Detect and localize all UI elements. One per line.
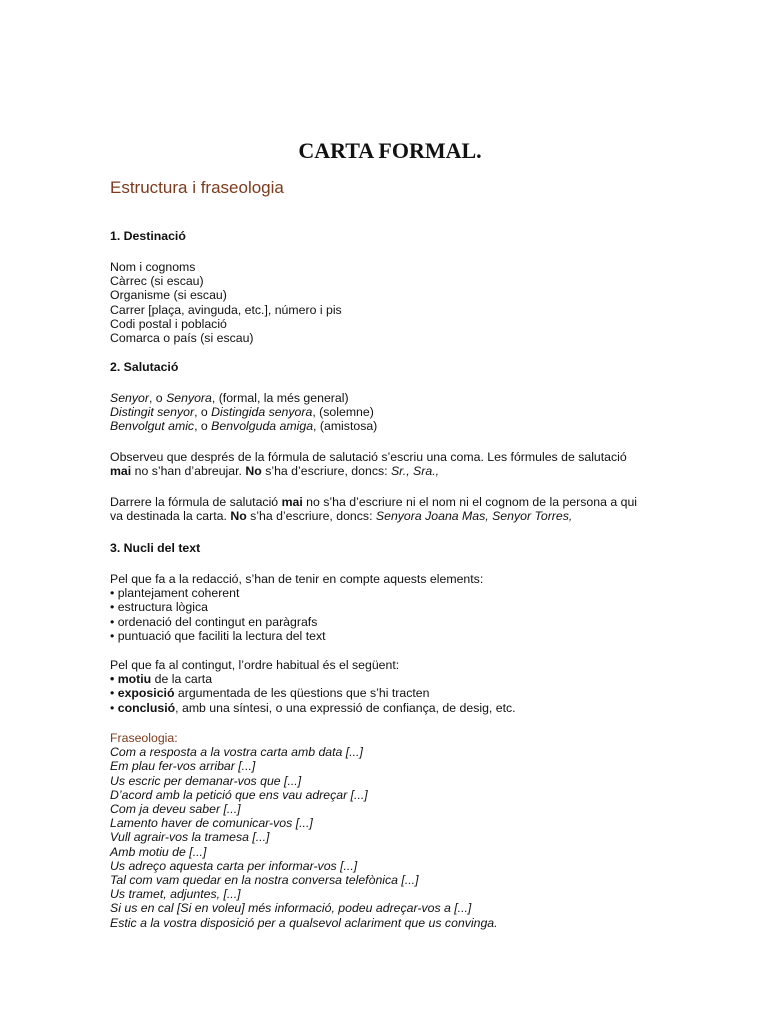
list-item: Organisme (si escau) [110, 288, 227, 303]
list-item: Us adreço aquesta carta per informar-vos [...] [110, 858, 358, 873]
list-item: Nom i cognoms [110, 260, 196, 274]
list-item: Amb motiu de [...] [110, 844, 207, 859]
section-heading: 1. Destinació [110, 229, 186, 243]
list-item: D’acord amb la petició que ens vau adreçar [...] [110, 787, 368, 802]
list-item: Vull agrair-vos la tramesa [...] [110, 830, 270, 845]
list-item: Com a resposta a la vostra carta amb data [...] [110, 745, 363, 760]
nucli-redaccio: Pel que fa a la redacció, s’han de tenir en compte aquests elements: • plantejament coherent • estructura lògica • ordenació del contingut en paràgrafs • puntuació que faciliti la lectura del text [110, 572, 670, 643]
salutacio-examples [110, 391, 670, 434]
list-item: • plantejament coherent [110, 586, 240, 601]
list-item: • conclusió, amb una síntesi, o una expressió de confiança, de desig, etc. [110, 700, 516, 715]
page-title: CARTA FORMAL. [298, 138, 482, 163]
list-item: Comarca o país (si escau) [110, 331, 254, 346]
list-item: Estic a la vostra disposició per a qualsevol aclariment que us convinga. [110, 915, 498, 930]
page-subtitle: Estructura i fraseologia [110, 178, 284, 197]
list-item: Com ja deveu saber [...] [110, 802, 241, 817]
list-item: Senyor, o Senyora, (formal, la més general) [110, 391, 349, 405]
section-heading: 3. Nucli del text [110, 541, 201, 555]
list-item: • exposició argumentada de les qüestions que s’hi tracten [110, 686, 430, 701]
salutacio-paragraph-1: Observeu que després de la fórmula de salutació s’escriu una coma. Les fórmules de salutació mai no s’han d’abreujar. No s’ha d’escriure, doncs: Sr., Sra., [110, 450, 627, 479]
fraseologia [110, 731, 670, 930]
list-item: Lamento haver de comunicar-vos [...] [110, 816, 313, 831]
list-item: Us escric per demanar-vos que [...] [110, 773, 302, 788]
nucli-contingut: Pel que fa al contingut, l’ordre habitual és el següent: • motiu de la carta • exposició argumentada de les qüestions que s’hi tracten • conclusió, amb una síntesi, o una expressió de confiança, de desig, etc. [110, 658, 670, 715]
fraseologia-label: Fraseologia: [110, 731, 178, 745]
list-item: Carrer [plaça, avinguda, etc.], número i pis [110, 302, 342, 317]
list-item: Codi postal i població [110, 316, 227, 331]
list-item: Us tramet, adjuntes, [...] [110, 887, 241, 902]
list-item: • puntuació que faciliti la lectura del text [110, 628, 326, 643]
destinacio-list [110, 260, 670, 345]
salutacio-paragraph-2: Darrere la fórmula de salutació mai no s’ha d’escriure ni el nom ni el cognom de la persona a qui va destinada la carta. No s’ha d’escriure, doncs: Senyora Joana Mas, Senyor Torres, [110, 495, 638, 524]
list-item: Càrrec (si escau) [110, 274, 204, 289]
list-item: Si us en cal [Si en voleu] més informació, podeu adreçar-vos a [...] [110, 901, 472, 916]
section-salutacio [110, 360, 670, 374]
list-item: Em plau fer-vos arribar [...] [110, 759, 256, 774]
section-destinacio [110, 229, 670, 243]
list-item: Distingit senyor, o Distingida senyora, (solemne) [110, 405, 374, 420]
list-item: • motiu de la carta [110, 672, 213, 687]
section-nucli [110, 541, 670, 555]
list-item: Tal com vam quedar en la nostra conversa telefònica [...] [110, 873, 419, 888]
section-heading: 2. Salutació [110, 360, 179, 374]
list-item: • estructura lògica [110, 600, 208, 615]
list-item: Benvolgut amic, o Benvolguda amiga, (amistosa) [110, 419, 378, 434]
list-item: • ordenació del contingut en paràgrafs [110, 614, 318, 629]
